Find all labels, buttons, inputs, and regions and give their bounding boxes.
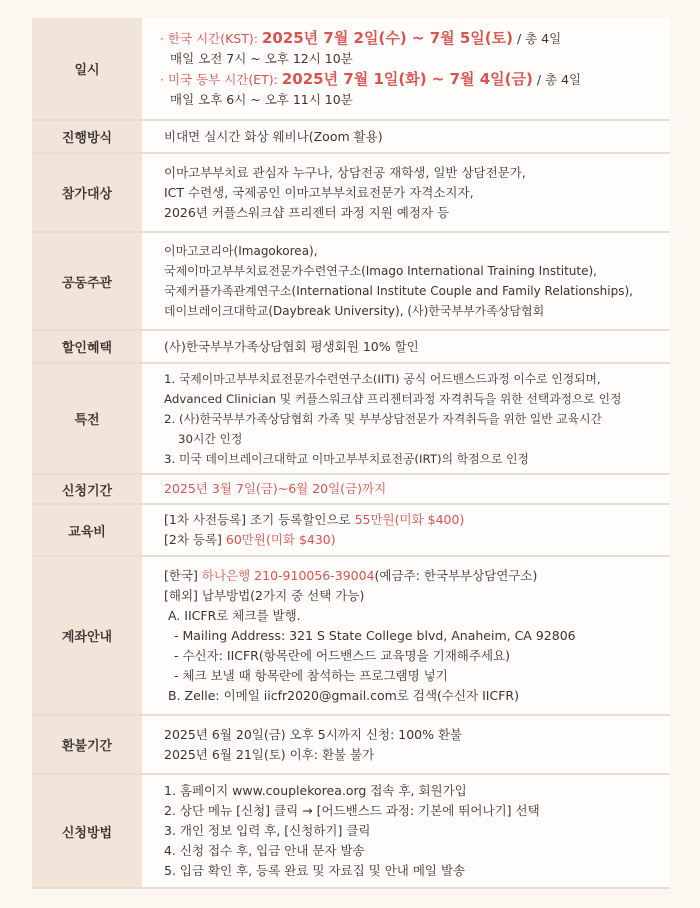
- benefit-line: 3. 미국 데이브레이크대학교 이마고부부치료전공(IRT)의 학점으로 인정: [164, 451, 529, 466]
- fee-2-price: 60만원(미화 $430): [225, 532, 336, 547]
- period-text: 2025년 3월 7일(금)~6월 20일(금)까지: [164, 481, 387, 496]
- apply-step: 1. 홈페이지 www.couplekorea.org 접속 후, 회원가입: [164, 783, 467, 798]
- host-line: 국제커플가족관계연구소(International Institute Couple and Family Relationships),: [164, 284, 633, 298]
- kst-total: / 총 4일: [512, 30, 562, 46]
- target-line: 2026년 커플스워크샵 프리젠터 과정 지원 예정자 등: [164, 204, 450, 220]
- benefit-line: 30시간 인정: [178, 431, 243, 446]
- row-label: 공동주관: [32, 233, 142, 329]
- row-host: [32, 233, 670, 331]
- discount-text: (사)한국부부가족상담협회 평생회원 10% 할인: [164, 338, 419, 354]
- et-prefix: · 미국 동부 시간(ET):: [160, 71, 282, 87]
- row-content: [142, 475, 670, 503]
- target-line: ICT 수련생, 국제공인 이마고부부치료전문가 자격소지자,: [164, 184, 474, 200]
- account-line: - 수신자: IICFR(항목란에 어드밴스드 교육명을 기재해주세요): [174, 647, 510, 663]
- row-content: [142, 716, 670, 773]
- et-time: 매일 오후 6시 ~ 오후 11시 10분: [170, 91, 353, 107]
- fee-1-label: [1차 사전등록] 조기 등록할인으로: [164, 512, 355, 527]
- row-date: [32, 18, 670, 121]
- host-line: 국제이마고부부치료전문가수련연구소(Imago International Training Institute),: [164, 264, 597, 278]
- account-line: - 체크 보낼 때 항목란에 참석하는 프로그램명 넣기: [174, 667, 448, 683]
- refund-line: 2025년 6월 20일(금) 오후 5시까지 신청: 100% 환불: [164, 726, 463, 742]
- row-apply: [32, 775, 670, 889]
- account-number: 하나은행 210-910056-39004: [201, 567, 375, 583]
- row-content: [142, 775, 670, 887]
- account-line: A. IICFR로 체크를 발행.: [168, 607, 301, 623]
- kst-time: 매일 오전 7시 ~ 오후 12시 10분: [170, 50, 353, 66]
- host-line: 이마고코리아(Imagokorea),: [164, 244, 318, 258]
- method-text: 비대면 실시간 화상 웨비나(Zoom 활용): [164, 128, 383, 144]
- row-content: [142, 121, 670, 152]
- apply-step: 5. 입금 확인 후, 등록 완료 및 자료집 및 안내 메일 발송: [164, 863, 466, 878]
- row-benefit: [32, 364, 670, 475]
- fee-2-label: [2차 등록]: [164, 532, 226, 547]
- row-label: 일시: [32, 18, 142, 119]
- row-account: [32, 557, 670, 716]
- account-holder: (예금주: 한국부부상담연구소): [374, 567, 538, 583]
- et-line: [160, 69, 666, 90]
- row-target: [32, 154, 670, 233]
- row-label: 특전: [32, 364, 142, 473]
- fee-1-price: 55만원(미화 $400): [354, 512, 465, 527]
- fee-line-2: [164, 530, 666, 550]
- row-label: 교육비: [32, 505, 142, 555]
- row-refund: [32, 716, 670, 775]
- row-method: [32, 121, 670, 154]
- refund-line: 2025년 6월 21일(토) 이후: 환불 불가: [164, 746, 375, 762]
- account-line: B. Zelle: 이메일 iicfr2020@gmail.com로 검색(수신자 IICFR): [168, 687, 519, 703]
- account-line: [해외] 납부방법(2가지 중 선택 가능): [164, 587, 365, 603]
- apply-step: 4. 신청 접수 후, 입금 안내 문자 발송: [164, 843, 365, 858]
- row-label: 참가대상: [32, 154, 142, 231]
- et-total: / 총 4일: [532, 71, 582, 87]
- row-content: [142, 331, 670, 362]
- row-label: 진행방식: [32, 121, 142, 152]
- row-content: [142, 18, 670, 119]
- row-label: 할인혜택: [32, 331, 142, 362]
- benefit-line: Advanced Clinician 및 커플스워크샵 프리젠터과정 자격취득을 위한 선택과정으로 인정: [164, 391, 622, 406]
- et-range: 2025년 7월 1일(화) ~ 7월 4일(금): [281, 69, 533, 88]
- kst-range: 2025년 7월 2일(수) ~ 7월 5일(토): [261, 28, 513, 47]
- row-period: [32, 475, 670, 505]
- apply-step: 2. 상단 메뉴 [신청] 클릭 → [어드밴스드 과정: 기본에 뛰어나기] 선택: [164, 803, 540, 818]
- account-korea-label: [한국]: [164, 567, 202, 583]
- host-line: 데이브레이크대학교(Daybreak University), (사)한국부부가족상담협회: [164, 304, 545, 318]
- account-korea: [164, 566, 666, 586]
- row-fee: [32, 505, 670, 557]
- benefit-line: 2. (사)한국부부가족상담협회 가족 및 부부상담전문가 자격취득을 위한 일반 교육시간: [164, 411, 602, 426]
- target-line: 이마고부부치료 관심자 누구나, 상담전공 재학생, 일반 상담전문가,: [164, 164, 526, 180]
- row-label: 계좌안내: [32, 557, 142, 714]
- account-line: - Mailing Address: 321 S State College blvd, Anaheim, CA 92806: [174, 627, 576, 643]
- row-content: [142, 233, 670, 329]
- row-label: 신청방법: [32, 775, 142, 887]
- row-content: [142, 154, 670, 231]
- row-label: 신청기간: [32, 475, 142, 503]
- benefit-line: 1. 국제이마고부부치료전문가수련연구소(IITI) 공식 어드밴스드과정 이수로 인정되며,: [164, 371, 601, 386]
- kst-prefix: · 한국 시간(KST):: [160, 30, 262, 46]
- row-content: [142, 505, 670, 555]
- kst-line: [160, 28, 666, 49]
- row-discount: [32, 331, 670, 364]
- apply-step: 3. 개인 정보 입력 후, [신청하기] 클릭: [164, 823, 371, 838]
- fee-line-1: [164, 510, 666, 530]
- row-content: [142, 557, 670, 714]
- info-table: [32, 18, 670, 889]
- row-label: 환불기간: [32, 716, 142, 773]
- row-content: [142, 364, 670, 473]
